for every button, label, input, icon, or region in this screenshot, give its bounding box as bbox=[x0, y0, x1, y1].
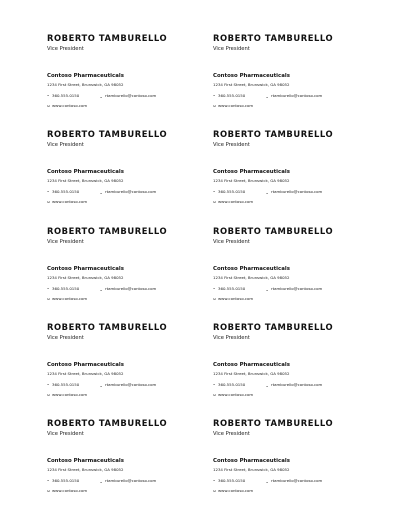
card-website-row bbox=[47, 392, 217, 398]
web-icon: ω bbox=[213, 103, 217, 108]
business-card bbox=[47, 33, 217, 125]
card-address: 1234 First Street, Brunswick, GA 98052 bbox=[47, 467, 124, 472]
card-title: Vice President bbox=[213, 142, 250, 148]
card-phone: 360.555.0150 bbox=[52, 189, 80, 194]
business-card bbox=[47, 129, 217, 221]
business-card bbox=[47, 418, 217, 510]
card-website: www.contoso.com bbox=[218, 103, 254, 108]
card-email: rtamburello@contoso.com bbox=[271, 478, 323, 483]
email-icon: • bbox=[100, 384, 103, 389]
business-card bbox=[213, 226, 383, 318]
email-icon: • bbox=[100, 480, 103, 485]
card-address: 1234 First Street, Brunswick, GA 98052 bbox=[213, 275, 290, 280]
card-email: rtamburello@contoso.com bbox=[271, 286, 323, 291]
card-phone: 360.555.0150 bbox=[218, 286, 246, 291]
business-card bbox=[213, 129, 383, 221]
email-icon: • bbox=[266, 288, 269, 293]
card-email: rtamburello@contoso.com bbox=[105, 286, 157, 291]
card-website-row bbox=[213, 392, 383, 398]
phone-icon: • bbox=[47, 286, 50, 291]
card-name: ROBERTO TAMBURELLO bbox=[47, 226, 168, 236]
card-contact-row bbox=[47, 189, 217, 195]
card-name: ROBERTO TAMBURELLO bbox=[47, 322, 168, 332]
card-phone: 360.555.0150 bbox=[52, 93, 80, 98]
phone-icon: • bbox=[47, 93, 50, 98]
card-name: ROBERTO TAMBURELLO bbox=[213, 322, 334, 332]
card-address: 1234 First Street, Brunswick, GA 98052 bbox=[213, 371, 290, 376]
card-contact-row bbox=[47, 286, 217, 292]
business-card bbox=[47, 226, 217, 318]
business-card bbox=[213, 33, 383, 125]
card-title: Vice President bbox=[213, 335, 250, 341]
card-phone: 360.555.0150 bbox=[52, 382, 80, 387]
card-title: Vice President bbox=[47, 335, 84, 341]
card-company: Contoso Pharmaceuticals bbox=[213, 266, 290, 272]
card-contact-row bbox=[213, 93, 383, 99]
card-website-row bbox=[47, 296, 217, 302]
email-icon: • bbox=[266, 480, 269, 485]
card-contact-row bbox=[213, 382, 383, 388]
card-website-row bbox=[47, 103, 217, 109]
email-icon: • bbox=[100, 288, 103, 293]
card-website-row bbox=[47, 488, 217, 494]
card-website-row bbox=[47, 199, 217, 205]
card-website: www.contoso.com bbox=[218, 296, 254, 301]
email-icon: • bbox=[266, 384, 269, 389]
card-website: www.contoso.com bbox=[218, 199, 254, 204]
card-website: www.contoso.com bbox=[52, 103, 88, 108]
card-name: ROBERTO TAMBURELLO bbox=[213, 33, 334, 43]
card-website: www.contoso.com bbox=[52, 199, 88, 204]
card-website: www.contoso.com bbox=[52, 392, 88, 397]
card-name: ROBERTO TAMBURELLO bbox=[213, 129, 334, 139]
web-icon: ω bbox=[47, 103, 51, 108]
card-address: 1234 First Street, Brunswick, GA 98052 bbox=[213, 467, 290, 472]
card-name: ROBERTO TAMBURELLO bbox=[47, 33, 168, 43]
web-icon: ω bbox=[47, 392, 51, 397]
web-icon: ω bbox=[213, 296, 217, 301]
web-icon: ω bbox=[47, 199, 51, 204]
card-email: rtamburello@contoso.com bbox=[271, 189, 323, 194]
web-icon: ω bbox=[213, 199, 217, 204]
card-email: rtamburello@contoso.com bbox=[105, 93, 157, 98]
card-company: Contoso Pharmaceuticals bbox=[213, 169, 290, 175]
card-email: rtamburello@contoso.com bbox=[105, 478, 157, 483]
card-contact-row bbox=[47, 93, 217, 99]
card-website: www.contoso.com bbox=[218, 392, 254, 397]
phone-icon: • bbox=[213, 189, 216, 194]
business-card bbox=[213, 418, 383, 510]
email-icon: • bbox=[266, 95, 269, 100]
web-icon: ω bbox=[213, 392, 217, 397]
card-phone: 360.555.0150 bbox=[52, 286, 80, 291]
card-company: Contoso Pharmaceuticals bbox=[47, 169, 124, 175]
card-website: www.contoso.com bbox=[218, 488, 254, 493]
web-icon: ω bbox=[47, 296, 51, 301]
card-title: Vice President bbox=[213, 239, 250, 245]
card-company: Contoso Pharmaceuticals bbox=[47, 362, 124, 368]
card-name: ROBERTO TAMBURELLO bbox=[213, 418, 334, 428]
card-name: ROBERTO TAMBURELLO bbox=[213, 226, 334, 236]
card-address: 1234 First Street, Brunswick, GA 98052 bbox=[47, 178, 124, 183]
card-title: Vice President bbox=[47, 431, 84, 437]
email-icon: • bbox=[100, 95, 103, 100]
card-address: 1234 First Street, Brunswick, GA 98052 bbox=[47, 82, 124, 87]
card-company: Contoso Pharmaceuticals bbox=[47, 73, 124, 79]
card-company: Contoso Pharmaceuticals bbox=[213, 458, 290, 464]
card-address: 1234 First Street, Brunswick, GA 98052 bbox=[47, 371, 124, 376]
card-website: www.contoso.com bbox=[52, 296, 88, 301]
email-icon: • bbox=[100, 191, 103, 196]
card-email: rtamburello@contoso.com bbox=[105, 189, 157, 194]
card-contact-row bbox=[213, 189, 383, 195]
card-company: Contoso Pharmaceuticals bbox=[47, 458, 124, 464]
card-website-row bbox=[213, 296, 383, 302]
business-card bbox=[213, 322, 383, 414]
card-title: Vice President bbox=[47, 142, 84, 148]
card-website-row bbox=[213, 199, 383, 205]
card-email: rtamburello@contoso.com bbox=[271, 382, 323, 387]
business-card bbox=[47, 322, 217, 414]
card-company: Contoso Pharmaceuticals bbox=[213, 362, 290, 368]
card-name: ROBERTO TAMBURELLO bbox=[47, 418, 168, 428]
card-website-row bbox=[213, 103, 383, 109]
card-contact-row bbox=[47, 478, 217, 484]
card-contact-row bbox=[47, 382, 217, 388]
card-phone: 360.555.0150 bbox=[218, 478, 246, 483]
card-title: Vice President bbox=[47, 46, 84, 52]
phone-icon: • bbox=[213, 286, 216, 291]
web-icon: ω bbox=[213, 488, 217, 493]
web-icon: ω bbox=[47, 488, 51, 493]
phone-icon: • bbox=[213, 93, 216, 98]
card-phone: 360.555.0150 bbox=[218, 189, 246, 194]
card-website: www.contoso.com bbox=[52, 488, 88, 493]
phone-icon: • bbox=[47, 382, 50, 387]
card-email: rtamburello@contoso.com bbox=[105, 382, 157, 387]
card-title: Vice President bbox=[47, 239, 84, 245]
card-phone: 360.555.0150 bbox=[218, 93, 246, 98]
phone-icon: • bbox=[213, 382, 216, 387]
card-contact-row bbox=[213, 478, 383, 484]
phone-icon: • bbox=[213, 478, 216, 483]
card-website-row bbox=[213, 488, 383, 494]
card-contact-row bbox=[213, 286, 383, 292]
card-address: 1234 First Street, Brunswick, GA 98052 bbox=[213, 82, 290, 87]
card-title: Vice President bbox=[213, 46, 250, 52]
card-phone: 360.555.0150 bbox=[52, 478, 80, 483]
phone-icon: • bbox=[47, 478, 50, 483]
phone-icon: • bbox=[47, 189, 50, 194]
card-address: 1234 First Street, Brunswick, GA 98052 bbox=[213, 178, 290, 183]
card-title: Vice President bbox=[213, 431, 250, 437]
card-email: rtamburello@contoso.com bbox=[271, 93, 323, 98]
card-company: Contoso Pharmaceuticals bbox=[213, 73, 290, 79]
card-company: Contoso Pharmaceuticals bbox=[47, 266, 124, 272]
email-icon: • bbox=[266, 191, 269, 196]
card-name: ROBERTO TAMBURELLO bbox=[47, 129, 168, 139]
card-phone: 360.555.0150 bbox=[218, 382, 246, 387]
card-address: 1234 First Street, Brunswick, GA 98052 bbox=[47, 275, 124, 280]
